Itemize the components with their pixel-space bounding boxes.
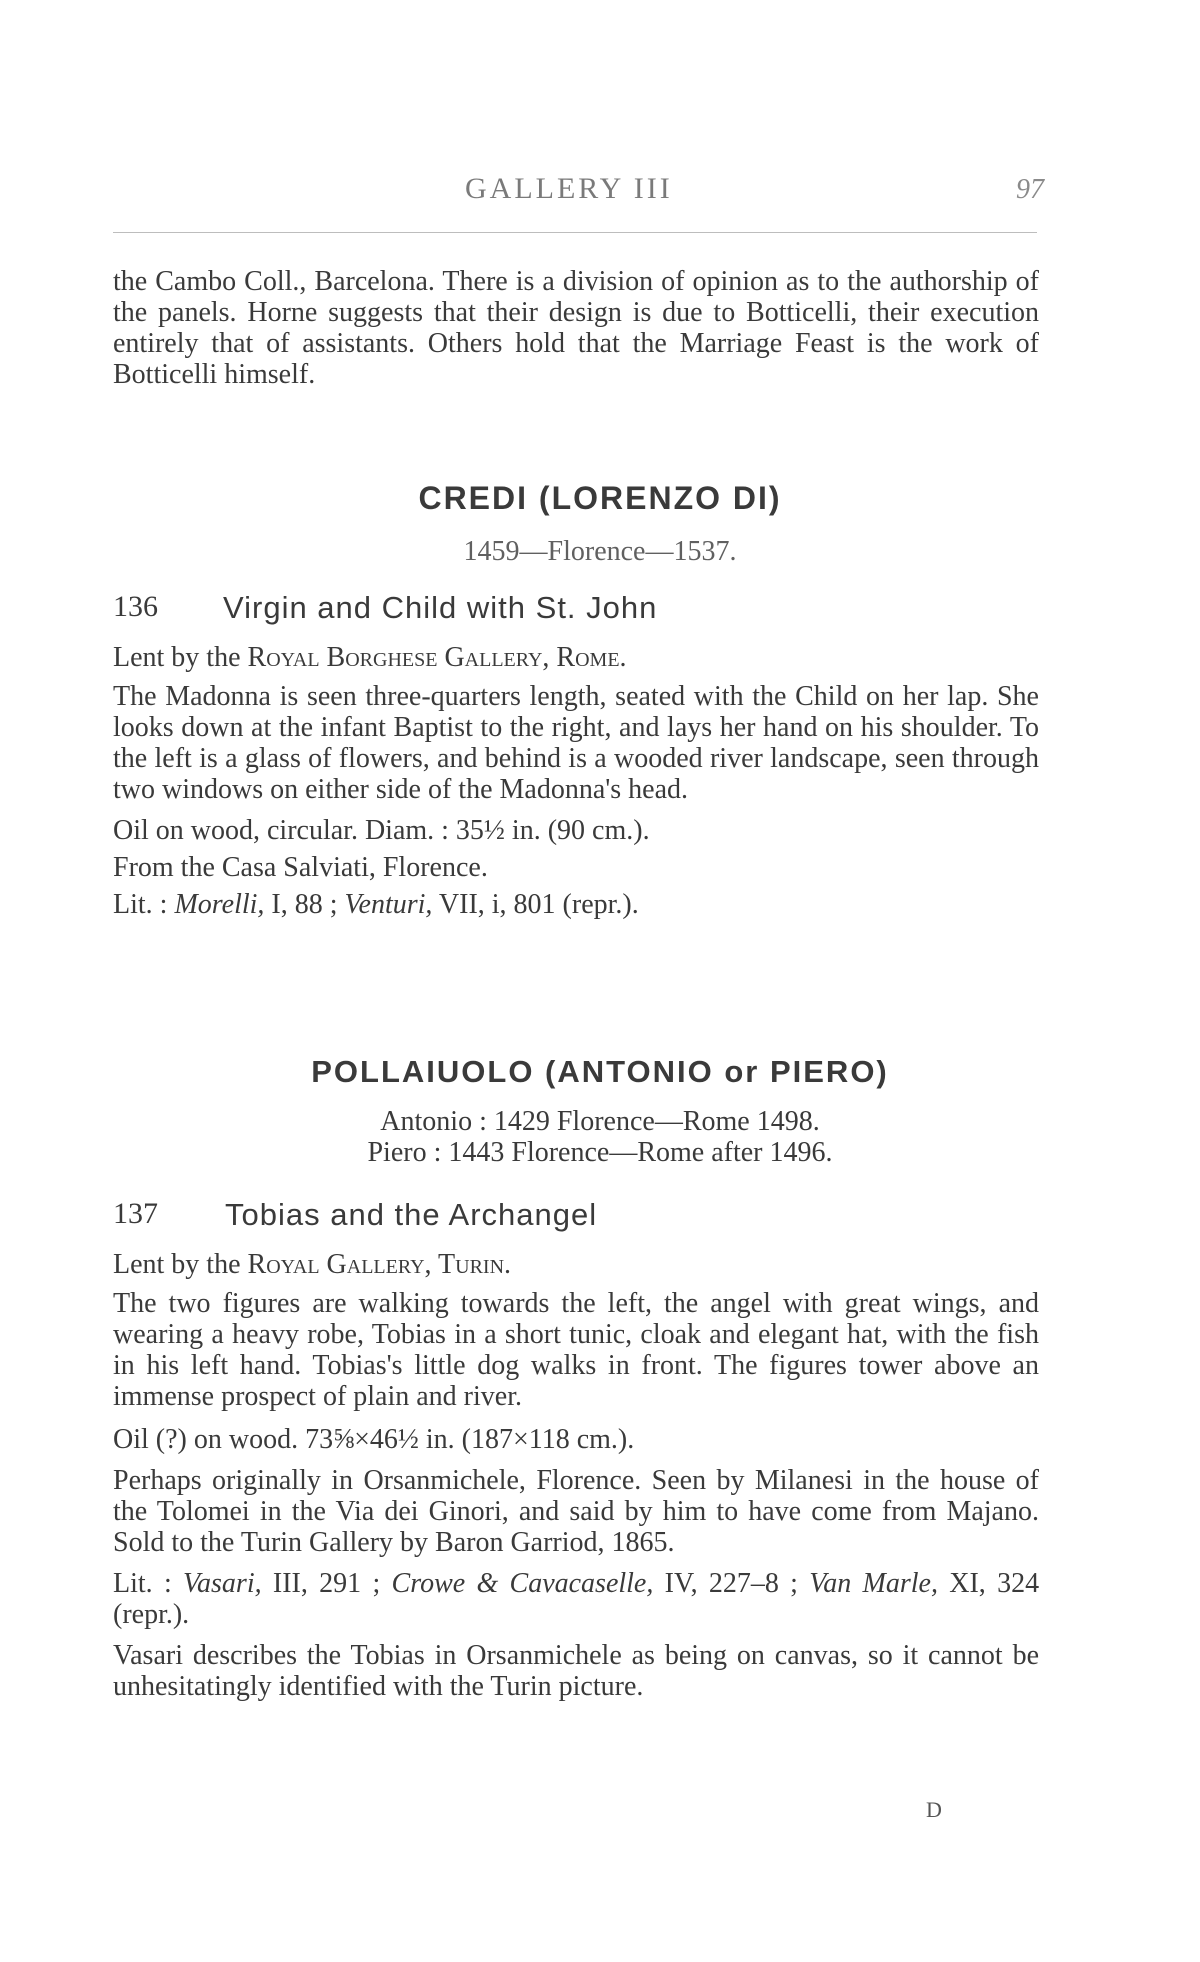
artist-heading-pollaiuolo: POLLAIUOLO (ANTONIO or PIERO) <box>311 1054 889 1089</box>
lent-prefix: Lent by the <box>113 1249 241 1280</box>
artist-dates-antonio: Antonio : 1429 Florence—Rome 1498. <box>380 1106 820 1137</box>
lit-detail: XI, 324 (repr.). <box>113 1568 1040 1630</box>
entry-title: Virgin and Child with St. John <box>223 590 658 625</box>
lit-detail: III, 291 ; <box>272 1568 381 1599</box>
lit-label: Lit. : <box>113 1568 172 1599</box>
medium-line: Oil (?) on wood. 73⅝×46½ in. (187×118 cm.). <box>113 1424 635 1455</box>
lent-prefix: Lent by the <box>113 642 241 673</box>
description: The two figures are walking towards the left, the angel with great wings, and wearing a heavy robe, Tobias in a short tunic, cloak and elegant hat, with the fish in his left hand. Tobias's little dog walks in front. The figures tower above an immense prospect of plain and river. <box>113 1288 1039 1412</box>
literature-line <box>113 1568 1039 1630</box>
page-number: 97 <box>1016 174 1044 205</box>
entry-title: Tobias and the Archangel <box>225 1197 598 1232</box>
pollaiuolo-details <box>113 1249 1039 1702</box>
lit-author: Vasari, <box>183 1568 262 1599</box>
note-paragraph: Vasari describes the Tobias in Orsanmichele as being on canvas, so it cannot be unhesitatingly identified with the Turin picture. <box>113 1640 1039 1702</box>
lit-author: Venturi, <box>344 889 433 920</box>
signature-mark: D <box>926 1797 942 1822</box>
literature-line <box>113 889 1039 920</box>
entry-number: 137 <box>113 1197 158 1230</box>
running-head <box>0 172 1200 212</box>
description: The Madonna is seen three-quarters length, seated with the Child on her lap. She looks down at the infant Baptist to the right, and lays her hand on his shoulder. To the left is a glass of flowers, and behind is a wooded river landscape, seen through two windows on either side of the Madonna's head. <box>113 681 1039 805</box>
lit-label: Lit. : <box>113 889 168 920</box>
artist-dates-credi: 1459—Florence—1537. <box>463 536 737 567</box>
catalogue-entry-137 <box>113 1197 1039 1237</box>
credi-details <box>113 642 1039 920</box>
medium-line: Oil on wood, circular. Diam. : 35½ in. (90 cm.). <box>113 815 650 846</box>
artist-dates-piero: Piero : 1443 Florence—Rome after 1496. <box>367 1137 833 1168</box>
header-rule <box>113 232 1037 233</box>
intro-paragraph: the Cambo Coll., Barcelona. There is a division of opinion as to the authorship of the panels. Horne suggests that their design is due to Botticelli, their execution entirely that of assistants. Others hold that the Marriage Feast is the work of Botticelli himself. <box>113 266 1039 390</box>
entry-number: 136 <box>113 590 158 623</box>
running-title: GALLERY III <box>465 172 673 205</box>
lit-author: Morelli, <box>174 889 265 920</box>
artist-heading-credi: CREDI (LORENZO DI) <box>418 480 782 516</box>
lit-detail: VII, i, 801 (repr.). <box>438 889 639 920</box>
lit-detail: I, 88 ; <box>271 889 338 920</box>
lender-name: Royal Gallery, Turin. <box>247 1249 512 1280</box>
catalogue-entry-136 <box>113 590 1039 630</box>
provenance-line: From the Casa Salviati, Florence. <box>113 852 488 883</box>
lender-line <box>113 1249 1039 1280</box>
lit-author: Crowe & Cavacaselle, <box>391 1568 654 1599</box>
lender-name: Royal Borghese Gallery, Rome. <box>247 642 627 673</box>
lit-author: Van Marle, <box>809 1568 938 1599</box>
provenance-paragraph: Perhaps originally in Orsanmichele, Florence. Seen by Milanesi in the house of the Tolomei in the Via dei Ginori, and said by him to have come from Majano. Sold to the Turin Gallery by Baron Garriod, 1865. <box>113 1465 1039 1558</box>
lit-detail: IV, 227–8 ; <box>664 1568 798 1599</box>
lender-line <box>113 642 1039 673</box>
intro-block <box>113 266 1039 390</box>
